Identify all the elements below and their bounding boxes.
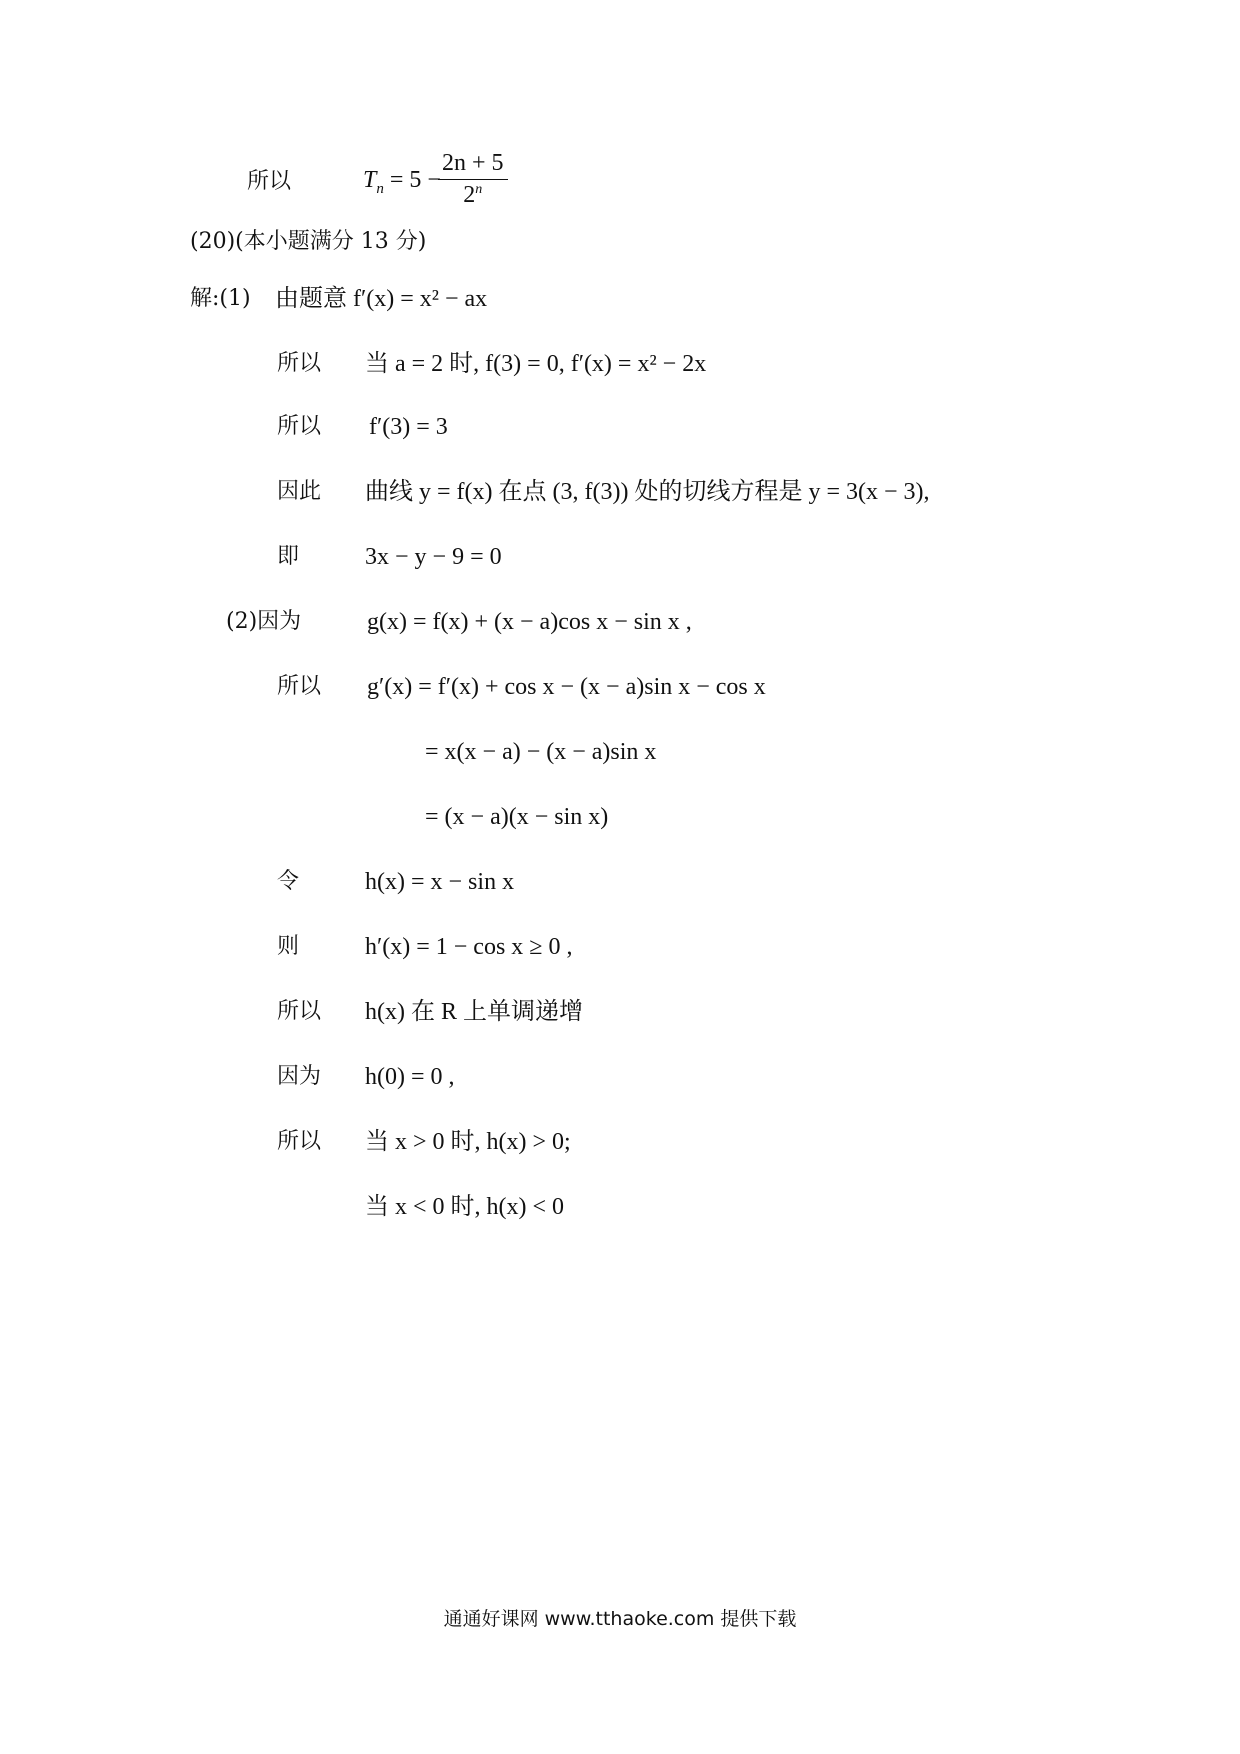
section-header: (20)(本小题满分 13 分) bbox=[190, 229, 427, 254]
part1-line2-label: 所以 bbox=[277, 414, 322, 439]
part2-line9-text: 当 x < 0 时, h(x) < 0 bbox=[365, 1194, 565, 1220]
part1-line4-text: 3x − y − 9 = 0 bbox=[365, 544, 502, 570]
part2-line5-label: 则 bbox=[277, 934, 300, 959]
part2-line3-text: = (x − a)(x − sin x) bbox=[425, 804, 609, 830]
part2-line4-label: 令 bbox=[277, 869, 300, 894]
part2-line6-text: h(x) 在 R 上单调递增 bbox=[365, 999, 583, 1025]
part2-line6-label: 所以 bbox=[277, 999, 322, 1024]
tn-label: 所以 bbox=[247, 169, 292, 194]
part1-intro-label: 解:(1) bbox=[190, 286, 251, 311]
part2-line4-text: h(x) = x − sin x bbox=[365, 869, 515, 895]
part2-line7-text: h(0) = 0 , bbox=[365, 1064, 455, 1090]
part2-line1-text: g′(x) = f′(x) + cos x − (x − a)sin x − cos x bbox=[367, 674, 766, 700]
fraction-denominator: 2$^n$ bbox=[463, 182, 483, 208]
tn-lhs: $T_n = 5$ − bbox=[363, 167, 441, 197]
part1-line3-text: 曲线 y = f(x) 在点 (3, f(3)) 处的切线方程是 y = 3(x − 3), bbox=[365, 479, 930, 505]
part1-line4-label: 即 bbox=[277, 544, 300, 569]
part2-intro-label: (2)因为 bbox=[226, 609, 302, 634]
part1-intro-text: 由题意 f′(x) = x² − ax bbox=[275, 286, 488, 312]
part2-line1-label: 所以 bbox=[277, 674, 322, 699]
part2-line8-text: 当 x > 0 时, h(x) > 0; bbox=[365, 1129, 571, 1155]
part2-line5-text: h′(x) = 1 − cos x ≥ 0 , bbox=[365, 934, 573, 960]
part2-line8-label: 所以 bbox=[277, 1129, 322, 1154]
part1-line1-label: 所以 bbox=[277, 351, 322, 376]
tn-fraction bbox=[438, 150, 508, 209]
part1-line3-label: 因此 bbox=[277, 479, 322, 504]
footer-credit: 通通好课网 www.tthaoke.com 提供下载 bbox=[443, 1608, 797, 1630]
part2-line2-text: = x(x − a) − (x − a)sin x bbox=[425, 739, 657, 765]
part2-intro-text: g(x) = f(x) + (x − a)cos x − sin x , bbox=[367, 609, 692, 635]
part2-line7-label: 因为 bbox=[277, 1064, 322, 1089]
part1-line1-text: 当 a = 2 时, f(3) = 0, f′(x) = x² − 2x bbox=[365, 351, 707, 377]
part1-line2-text: f′(3) = 3 bbox=[369, 414, 448, 440]
fraction-numerator: 2n + 5 bbox=[438, 150, 508, 180]
